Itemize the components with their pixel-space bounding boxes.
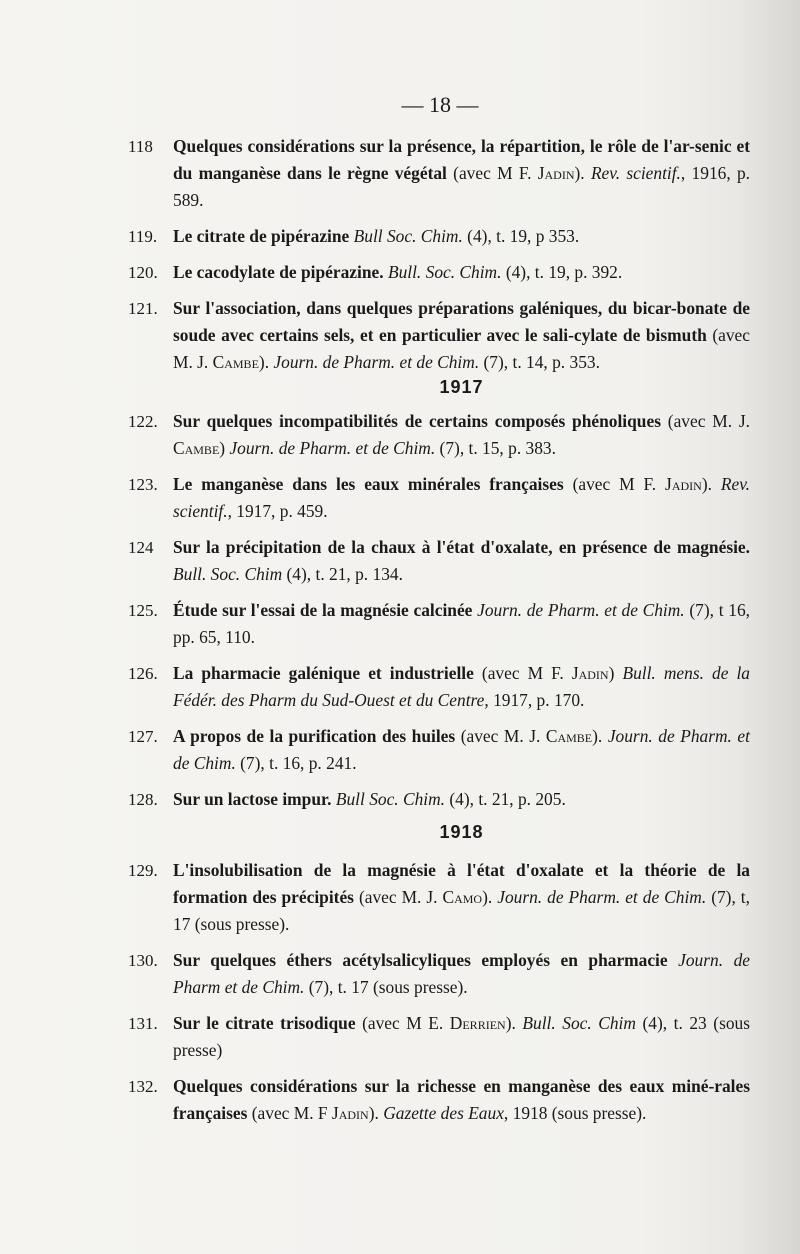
entry-title: A propos de la purification des huiles [173,726,456,746]
entry-journal: Journ. de Pharm. et de Chim. [497,887,707,907]
entry-journal: Journ. de Pharm et de Chim. [173,950,750,997]
list-item: 130. Sur quelques éthers acétylsalicyliques employés en pharmacie Journ. de Pharm et de Chim. (7), t. 17 (sous presse). [128,947,750,1001]
entry-number: 127. [128,727,158,746]
bibliography-list [128,133,750,1136]
entry-title: Le cacodylate de pipérazine. [173,262,384,282]
entry-number: 131. [128,1014,158,1033]
entry-title: Le citrate de pipérazine [173,226,350,246]
list-item: 121. Sur l'association, dans quelques préparations galéniques, du bicar-bonate de soude avec certains sels, et en particulier avec le sali-cylate de bismuth (avec M. J. Cambe). Journ. de Pharm. et de Chim. (7), t. 14, p. 353. [128,295,750,376]
entry-title: Sur un lactose impur. [173,789,332,809]
entry-title: La pharmacie galénique et industrielle [173,663,474,683]
entry-journal: Bull Soc. Chim. [335,789,446,809]
year-heading-1918: 1918 [439,822,484,842]
entry-journal: Bull. mens. de la Fédér. des Pharm du Sud-Ouest et du Centre [173,663,750,710]
entry-journal: Rev. scientif. [173,474,750,521]
entry-number: 132. [128,1077,158,1096]
entry-journal: Journ. de Pharm. et de Chim. [173,726,750,773]
entry-number: 122. [128,412,158,431]
page-number: — 18 — [401,92,479,117]
entry-number: 120. [128,263,158,282]
entry-title: Étude sur l'essai de la magnésie calcinée [173,600,473,620]
list-item: 122. Sur quelques incompatibilités de certains composés phénoliques (avec M. J. Cambe) Journ. de Pharm. et de Chim. (7), t. 15, p. 383. [128,408,750,462]
entry-title: Quelques considérations sur la richesse en manganèse des eaux miné-rales françaises [173,1076,750,1123]
entry-journal: Bull. Soc. Chim. [387,262,502,282]
entry-number: 118 [128,137,153,156]
list-item: 120. Le cacodylate de pipérazine. Bull. Soc. Chim. (4), t. 19, p. 392. [128,259,750,286]
entry-number: 125. [128,601,158,620]
entry-number: 130. [128,951,158,970]
list-item: 128. Sur un lactose impur. Bull Soc. Chim. (4), t. 21, p. 205. [128,786,750,813]
entry-title: Sur quelques incompatibilités de certains composés phénoliques [173,411,661,431]
entry-journal: Bull. Soc. Chim [522,1013,636,1033]
list-item: 127. A propos de la purification des huiles (avec M. J. Cambe). Journ. de Pharm. et de Chim. (7), t. 16, p. 241. [128,723,750,777]
entry-title: Quelques considérations sur la présence, la répartition, le rôle de l'ar-senic et du manganèse dans le règne végétal [173,136,750,183]
list-item: 131. Sur le citrate trisodique (avec M E. Derrien). Bull. Soc. Chim (4), t. 23 (sous presse) [128,1010,750,1064]
entry-journal: Journ. de Pharm. et de Chim. [273,352,480,372]
list-item: 124 Sur la précipitation de la chaux à l'état d'oxalate, en présence de magnésie. Bull. Soc. Chim (4), t. 21, p. 134. [128,534,750,588]
entry-journal: Journ. de Pharm. et de Chim. [477,600,685,620]
list-item: 125. Étude sur l'essai de la magnésie calcinée Journ. de Pharm. et de Chim. (7), t 16, pp. 65, 110. [128,597,750,651]
entry-title: Sur quelques éthers acétylsalicyliques employés en pharmacie [173,950,668,970]
entry-number: 129. [128,861,158,880]
list-item: 119. Le citrate de pipérazine Bull Soc. Chim. (4), t. 19, p 353. [128,223,750,250]
list-item: 118 Quelques considérations sur la présence, la répartition, le rôle de l'ar-senic et du manganèse dans le règne végétal (avec M F. Jadin). Rev. scientif., 1916, p. 589. [128,133,750,214]
entry-title: L'insolubilisation de la magnésie à l'état d'oxalate et la théorie de la formation des précipités [173,860,750,907]
entry-title: Sur l'association, dans quelques préparations galéniques, du bicar-bonate de soude avec certains sels, et en particulier avec le sali-cylate de bismuth [173,298,750,345]
list-item: 123. Le manganèse dans les eaux minérales françaises (avec M F. Jadin). Rev. scientif., 1917, p. 459. [128,471,750,525]
entry-journal: Rev. scientif. [590,163,681,183]
list-item: 126. La pharmacie galénique et industrielle (avec M F. Jadin) Bull. mens. de la Fédér. des Pharm du Sud-Ouest et du Centre, 1917, p. 170. [128,660,750,714]
entry-title: Sur le citrate trisodique [173,1013,356,1033]
list-item: 129. L'insolubilisation de la magnésie à l'état d'oxalate et la théorie de la formation des précipités (avec M. J. Camo). Journ. de Pharm. et de Chim. (7), t, 17 (sous presse). [128,857,750,938]
entry-journal: Bull. Soc. Chim [173,564,283,584]
entry-number: 119. [128,227,158,246]
entry-journal: Bull Soc. Chim. [353,226,463,246]
entry-number: 126. [128,664,158,683]
entry-title: Le manganèse dans les eaux minérales françaises [173,474,564,494]
list-item: 132. Quelques considérations sur la richesse en manganèse des eaux miné-rales françaises (avec M. F Jadin). Gazette des Eaux, 1918 (sous presse). [128,1073,750,1127]
entry-journal: Journ. de Pharm. et de Chim. [229,438,436,458]
entry-number: 124 [128,538,154,557]
entry-number: 121. [128,299,158,318]
entry-number: 128. [128,790,158,809]
entry-title: Sur la précipitation de la chaux à l'état d'oxalate, en présence de magnésie. [173,537,750,557]
entry-number: 123. [128,475,158,494]
entry-journal: Gazette des Eaux [383,1103,504,1123]
year-heading-1917: 1917 [439,377,484,397]
